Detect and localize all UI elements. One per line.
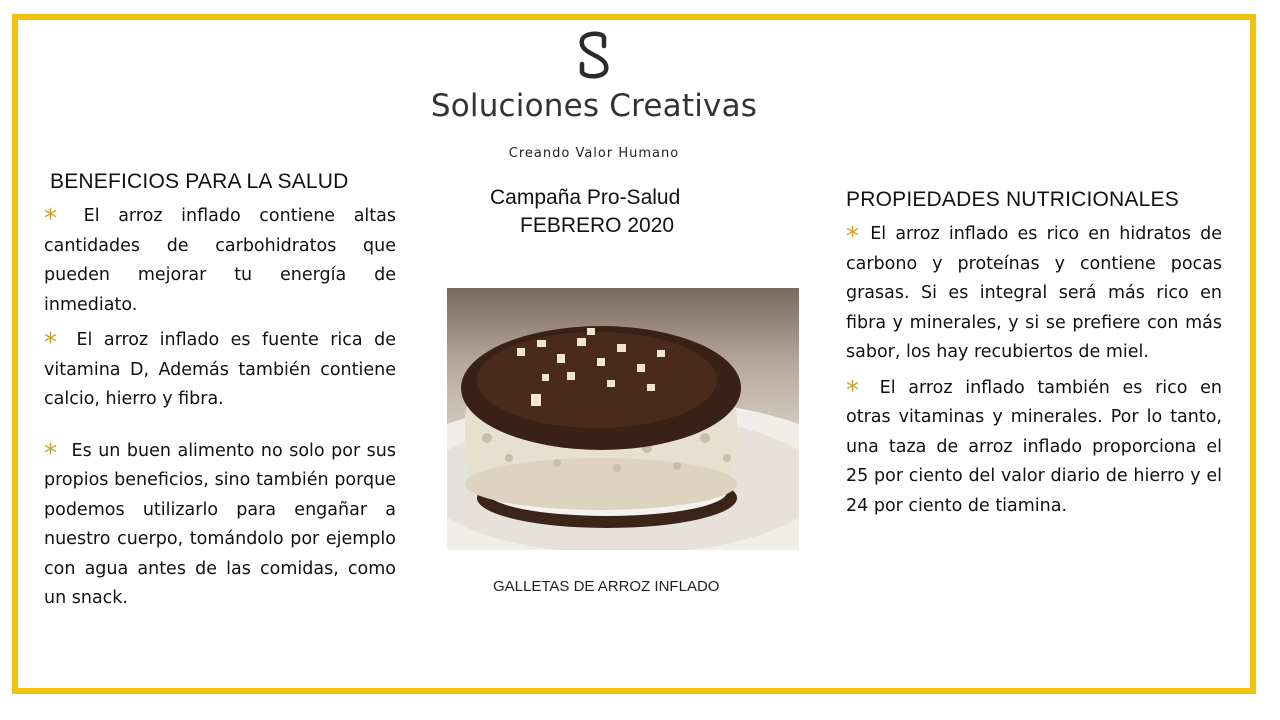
nutrition-text: El arroz inflado es rico en hidratos de carbono y proteínas y contiene pocas grasas. Si es integral será más rico en fibra y minerales, y si se prefiere con más sabor, los hay recubiertos de miel. bbox=[846, 224, 1222, 362]
star-bullet-icon: * bbox=[846, 222, 859, 252]
rice-cake-photo bbox=[447, 288, 799, 550]
benefit-text: Es un buen alimento no solo por sus propios beneficios, sino también porque podemos utilizarlo para engañar a nuestro cuerpo, tomándolo por ejemplo con agua antes de las comidas, como un snack. bbox=[44, 440, 396, 608]
benefit-text: El arroz inflado es fuente rica de vitamina D, Además también contiene calcio, hierro y fibra. bbox=[44, 330, 396, 409]
benefit-item-2 bbox=[44, 326, 396, 415]
photo-caption: GALLETAS DE ARROZ INFLADO bbox=[493, 578, 720, 595]
campaign-heading bbox=[460, 186, 740, 238]
brand-tagline: Creando Valor Humano bbox=[508, 146, 680, 161]
nutrition-column bbox=[846, 188, 1222, 527]
rice-cake-illustration bbox=[447, 288, 799, 550]
benefit-text: El arroz inflado contiene altas cantidades de carbohidratos que pueden mejorar tu energía de inmediato. bbox=[44, 206, 396, 315]
benefits-title: BENEFICIOS PARA LA SALUD bbox=[50, 170, 349, 193]
benefit-item-1 bbox=[44, 202, 396, 320]
star-bullet-icon: * bbox=[44, 204, 57, 234]
nutrition-text: El arroz inflado también es rico en otras vitaminas y minerales. Por lo tanto, una taza de arroz inflado proporciona el 25 por ciento del valor diario de hierro y el 24 por ciento de tiamina. bbox=[846, 377, 1222, 516]
nutrition-item-2 bbox=[846, 374, 1222, 522]
campaign-title: Campaña Pro-Salud bbox=[490, 186, 681, 209]
nutrition-item-1 bbox=[846, 220, 1222, 368]
benefit-item-3 bbox=[44, 437, 396, 614]
star-bullet-icon: * bbox=[44, 328, 57, 358]
star-bullet-icon: * bbox=[846, 375, 859, 406]
benefits-column bbox=[44, 170, 396, 620]
brand-name: Soluciones Creativas bbox=[430, 88, 758, 124]
campaign-date: FEBRERO 2020 bbox=[520, 214, 675, 237]
nutrition-title: PROPIEDADES NUTRICIONALES bbox=[846, 188, 1179, 211]
star-bullet-icon: * bbox=[44, 438, 57, 469]
s-logo-icon bbox=[574, 28, 614, 82]
